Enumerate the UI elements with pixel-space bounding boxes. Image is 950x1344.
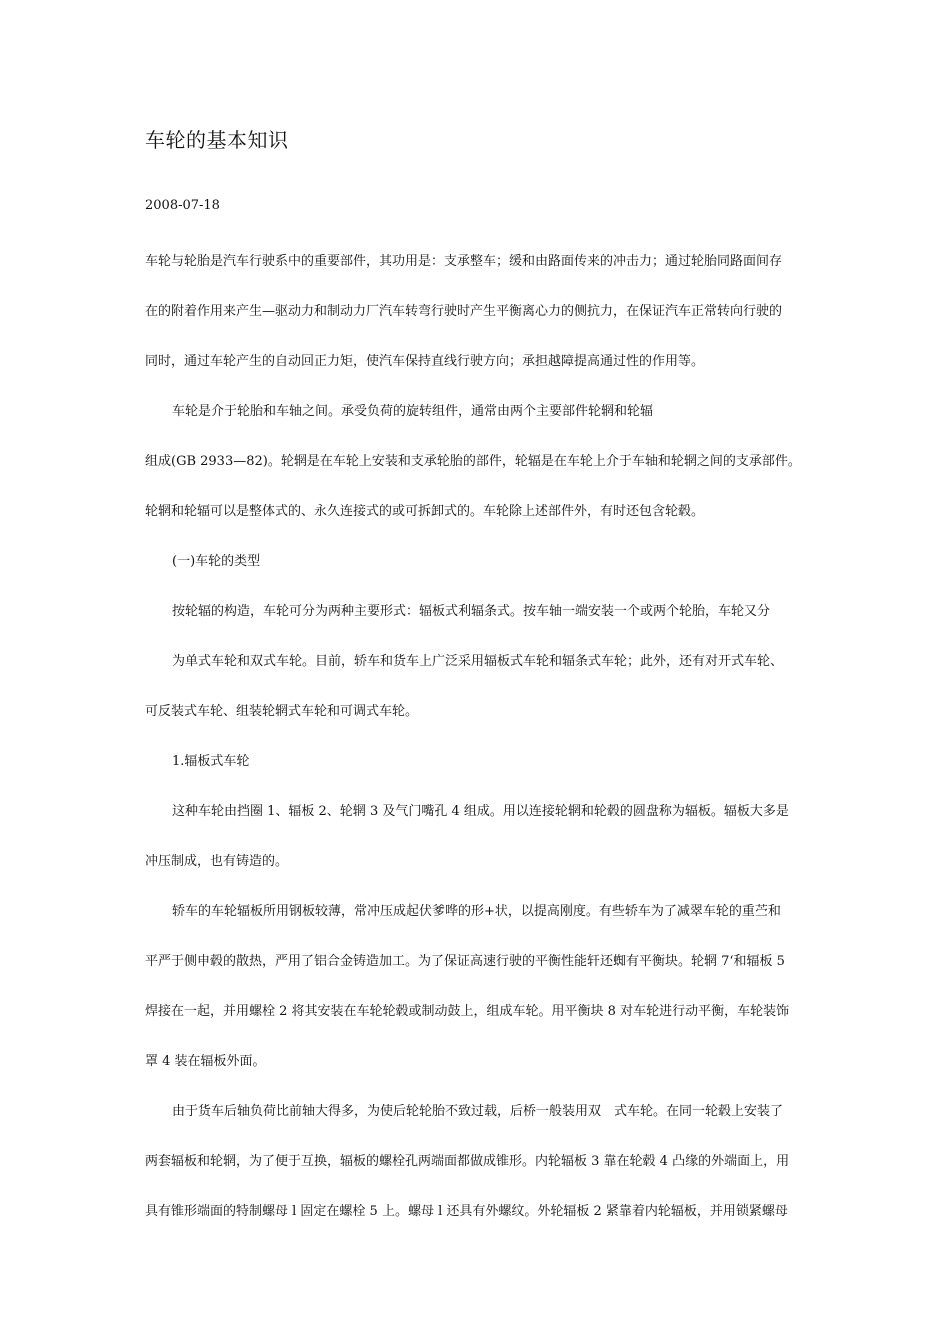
text-line: 在的附着作用来产生—驱动力和制动力厂汽车转弯行驶时产生平衡离心力的侧抗力，在保证汽车正常转向行驶的 (145, 304, 783, 319)
document-title: 车轮的基本知识 (145, 128, 289, 152)
text-line: 冲压制成，也有铸造的。 (145, 854, 289, 869)
text-line: 平严于侧申毂的散热，严用了铝合金铸造加工。为了保证高速行驶的平衡性能轩还蜘有平衡块。轮辋 7‘和辐板 5 (145, 954, 785, 969)
section-heading: (一)车轮的类型 (172, 554, 261, 569)
text-line: 罩 4 装在辐板外面。 (145, 1054, 266, 1069)
text-line: 焊接在一起，并用螺栓 2 将其安装在车轮轮毂或制动鼓上，组成车轮。用平衡块 8 对车轮进行动平衡，车轮装饰 (145, 1004, 790, 1019)
subsection-heading: 1.辐板式车轮 (172, 754, 250, 769)
text-line: 同时，通过车轮产生的自动回正力矩，使汽车保持直线行驶方向；承担越障提高通过性的作用等。 (145, 354, 705, 369)
text-line: 按轮辐的构造，车轮可分为两种主要形式：辐板式利辐条式。按车轴一端安装一个或两个轮胎，车轮又分 (172, 604, 771, 619)
text-line: 车轮与轮胎是汽车行驶系中的重要部件，其功用是：支承整车；缓和由路面传来的冲击力；通过轮胎同路面间存 (145, 254, 783, 269)
text-line: 为单式车轮和双式车轮。目前，轿车和货车上广泛采用辐板式车轮和辐条式车轮；此外，还有对开式车轮、 (172, 654, 784, 669)
text-line: 可反装式车轮、组装轮辋式车轮和可调式车轮。 (145, 704, 419, 719)
text-line: 这种车轮由挡圈 1、辐板 2、轮辋 3 及气门嘴孔 4 组成。用以连接轮辋和轮毂的圆盘称为辐板。辐板大多是 (172, 804, 789, 819)
text-line: 两套辐板和轮辋，为了便于互换，辐板的螺栓孔两端面都做成锥形。内轮辐板 3 靠在轮毂 4 凸缘的外端面上，用 (145, 1154, 790, 1169)
text-line: 轿车的车轮辐板所用钢板较薄，常冲压成起伏爹哗的形+状，以提高刚度。有些轿车为了减翠车轮的重苎和 (172, 904, 781, 919)
text-line: 车轮是介于轮胎和车轴之间。承受负荷的旋转组件，通常由两个主要部件轮辋和轮辐 (172, 404, 654, 419)
text-line: 组成(GB 2933—82)。轮辋是在车轮上安装和支承轮胎的部件，轮辐是在车轮上介于车轴和轮辋之间的支承部件。 (145, 454, 801, 469)
text-line: 轮辋和轮辐可以是整体式的、永久连接式的或可拆卸式的。车轮除上述部件外，有时还包含轮毂。 (145, 504, 705, 519)
document-date: 2008-07-18 (145, 198, 220, 213)
text-line: 由于货车后轴负荷比前轴大得多，为使后轮轮胎不致过载，后桥一般装用双 式车轮。在同一轮毂上安装了 (172, 1104, 784, 1119)
text-line: 具有锥形端面的特制螺母 l 固定在螺栓 5 上。螺母 l 还具有外螺纹。外轮辐板 2 紧靠着内轮辐板，并用锁紧螺母 (145, 1204, 788, 1219)
